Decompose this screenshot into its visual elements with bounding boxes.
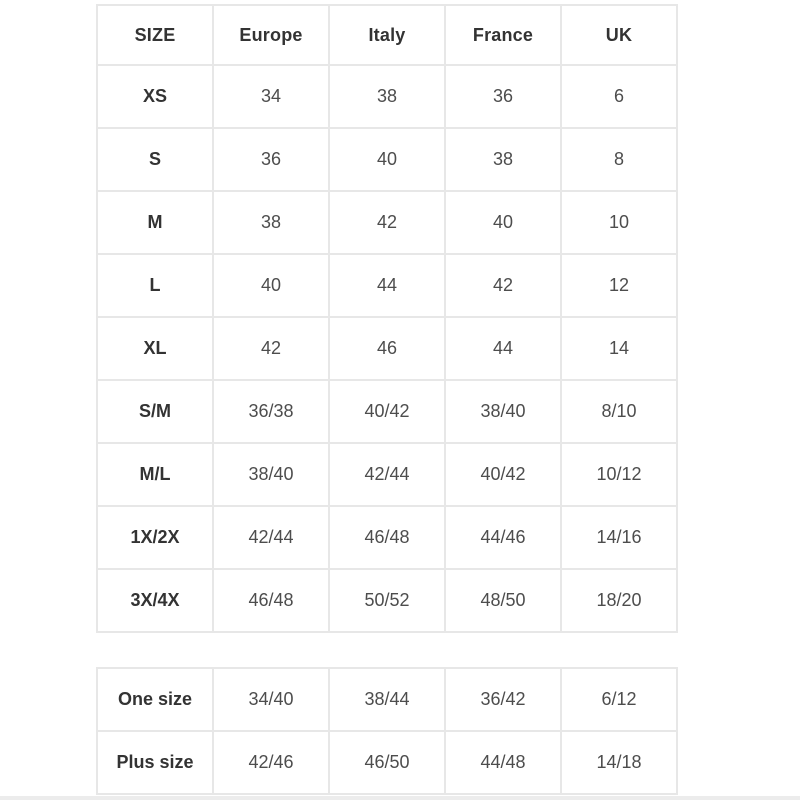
- size-label-cell: Plus size: [97, 731, 213, 794]
- size-conversion-table: [96, 4, 678, 633]
- value-cell: 40/42: [329, 380, 445, 443]
- value-cell: 40/42: [445, 443, 561, 506]
- value-cell: 42/46: [213, 731, 329, 794]
- value-cell: 40: [329, 128, 445, 191]
- table-row: [97, 65, 677, 128]
- value-cell: 12: [561, 254, 677, 317]
- size-label-cell: One size: [97, 668, 213, 731]
- value-cell: 34: [213, 65, 329, 128]
- size-label-cell: XL: [97, 317, 213, 380]
- value-cell: 38/40: [213, 443, 329, 506]
- table-row: [97, 668, 677, 731]
- value-cell: 38: [329, 65, 445, 128]
- value-cell: 38/40: [445, 380, 561, 443]
- value-cell: 8/10: [561, 380, 677, 443]
- value-cell: 46: [329, 317, 445, 380]
- value-cell: 44: [329, 254, 445, 317]
- table-row: [97, 317, 677, 380]
- header-cell: SIZE: [97, 5, 213, 65]
- value-cell: 14/16: [561, 506, 677, 569]
- value-cell: 38/44: [329, 668, 445, 731]
- value-cell: 46/48: [213, 569, 329, 632]
- header-row: [97, 5, 677, 65]
- value-cell: 42/44: [329, 443, 445, 506]
- size-label-cell: M: [97, 191, 213, 254]
- table-row: [97, 254, 677, 317]
- value-cell: 46/48: [329, 506, 445, 569]
- size-label-cell: S: [97, 128, 213, 191]
- value-cell: 42: [329, 191, 445, 254]
- value-cell: 14: [561, 317, 677, 380]
- value-cell: 42: [445, 254, 561, 317]
- size-label-cell: XS: [97, 65, 213, 128]
- table-row: [97, 569, 677, 632]
- value-cell: 6: [561, 65, 677, 128]
- table-row: [97, 506, 677, 569]
- value-cell: 8: [561, 128, 677, 191]
- size-label-cell: 3X/4X: [97, 569, 213, 632]
- header-cell: Europe: [213, 5, 329, 65]
- page-bottom-divider: [0, 796, 800, 800]
- value-cell: 40: [213, 254, 329, 317]
- value-cell: 36: [445, 65, 561, 128]
- value-cell: 44/48: [445, 731, 561, 794]
- header-cell: Italy: [329, 5, 445, 65]
- value-cell: 50/52: [329, 569, 445, 632]
- value-cell: 42/44: [213, 506, 329, 569]
- header-cell: UK: [561, 5, 677, 65]
- value-cell: 6/12: [561, 668, 677, 731]
- size-label-cell: L: [97, 254, 213, 317]
- value-cell: 10: [561, 191, 677, 254]
- value-cell: 40: [445, 191, 561, 254]
- value-cell: 34/40: [213, 668, 329, 731]
- value-cell: 36: [213, 128, 329, 191]
- value-cell: 36/42: [445, 668, 561, 731]
- value-cell: 46/50: [329, 731, 445, 794]
- value-cell: 36/38: [213, 380, 329, 443]
- special-sizes-table: [96, 667, 678, 795]
- value-cell: 42: [213, 317, 329, 380]
- value-cell: 38: [445, 128, 561, 191]
- value-cell: 44: [445, 317, 561, 380]
- header-cell: France: [445, 5, 561, 65]
- table-row: [97, 443, 677, 506]
- table-row: [97, 191, 677, 254]
- value-cell: 48/50: [445, 569, 561, 632]
- value-cell: 10/12: [561, 443, 677, 506]
- table-row: [97, 380, 677, 443]
- table-row: [97, 128, 677, 191]
- value-cell: 14/18: [561, 731, 677, 794]
- size-label-cell: 1X/2X: [97, 506, 213, 569]
- table-row: [97, 731, 677, 794]
- size-label-cell: M/L: [97, 443, 213, 506]
- size-label-cell: S/M: [97, 380, 213, 443]
- value-cell: 44/46: [445, 506, 561, 569]
- value-cell: 18/20: [561, 569, 677, 632]
- value-cell: 38: [213, 191, 329, 254]
